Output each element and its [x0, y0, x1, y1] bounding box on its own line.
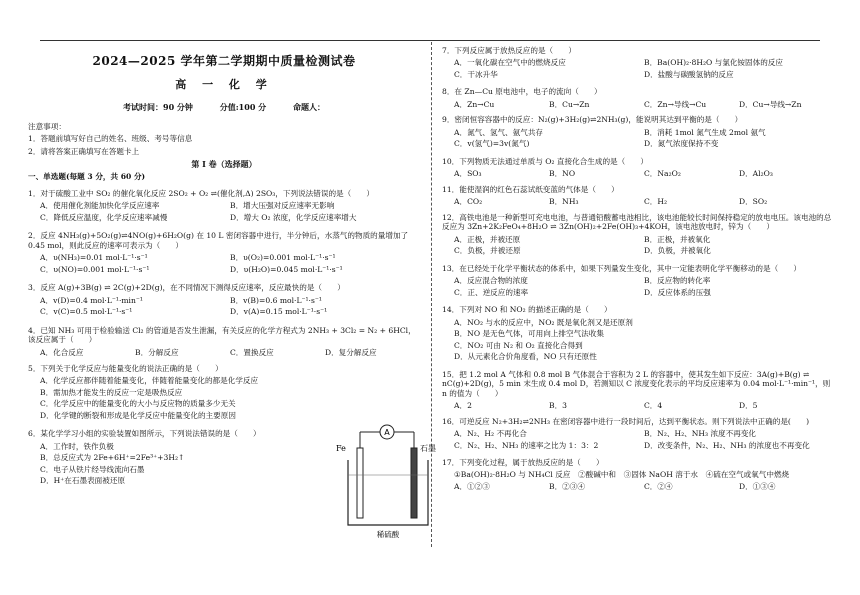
question: [28, 326, 420, 357]
question-stem: 8．在 Zn—Cu 原电池中，电子的流向（ ）: [442, 87, 602, 97]
option: B．NO 是无色气体，可用向上排空气法收集: [454, 329, 604, 339]
question: [28, 283, 420, 318]
graphite-electrode: [411, 448, 417, 518]
question: [28, 364, 420, 422]
option: C．正、逆反应的速率: [454, 287, 529, 297]
question-stem: 13．在已经处于化学平衡状态的体系中，如果下列量发生变化，其中一定能表明化学平衡移动的是（ ）: [442, 263, 801, 273]
option: A．化合反应: [40, 347, 84, 357]
option: A．2: [454, 401, 472, 411]
question-stem: 2．反应 4NH₃(g)+5O₂(g)⇌4NO(g)+6H₂O(g) 在 10 L 密闭容器中进行，半分钟后，水蒸气的物质的量增加了 0.45 mol，则此反应的速率可表示为（ ）: [28, 231, 409, 250]
option: C．4: [644, 401, 663, 411]
question-stem: 7．下列反应属于放热反应的是（ ）: [442, 46, 576, 55]
question: [442, 370, 834, 411]
option: A．一氧化碳在空气中的燃烧反应: [454, 58, 566, 68]
exam-author: 命题人：: [292, 101, 325, 112]
option: A．υ(NH₃)=0.01 mol·L⁻¹·s⁻¹: [40, 253, 148, 263]
question: [442, 458, 834, 491]
question-stem: 4．已知 NH₃ 可用于检验输送 Cl₂ 的管道是否发生泄漏，有关反应的化学方程式为 2NH₃ + 3Cl₂ = N₂ + 6HCl，该反应属于（ ）: [28, 325, 416, 345]
option: B．分解反应: [135, 347, 179, 357]
option: B．3: [549, 401, 568, 411]
option: D．氮气浓度保持不变: [644, 139, 719, 149]
fe-label: Fe: [336, 444, 346, 453]
fe-electrode: [357, 448, 363, 518]
ammeter-label: A: [384, 428, 390, 437]
question: [442, 115, 834, 150]
option-list: [28, 201, 420, 224]
section-heading: 一、单选题(每题 3 分，共 60 分): [28, 172, 146, 182]
galvanic-cell-figure: [330, 420, 440, 540]
exam-meta: [28, 102, 420, 112]
question-stem: 1．对于硫酸工业中 SO₂ 的催化氧化反应 2SO₂ + O₂ ⇌(催化剂,Δ) 2SO₃，下列说法错误的是（ ）: [28, 188, 375, 198]
option: C．v(氢气)=3v(氮气): [454, 139, 530, 149]
option-list: [28, 253, 420, 276]
option-list: [442, 276, 834, 299]
option-list: [442, 169, 834, 178]
option: B．v(B)=0.6 mol·L⁻¹·s⁻¹: [230, 295, 322, 305]
right-column: [442, 40, 834, 491]
option: C．电子从铁片经导线流向石墨: [40, 464, 145, 474]
question: [442, 157, 834, 179]
right-questions: [442, 46, 834, 491]
option: C．Na₂O₂: [644, 169, 681, 179]
option: D．化学键的断裂和形成是化学反应中能量变化的主要原因: [40, 410, 236, 420]
option: B．Ba(OH)₂·8H₂O 与氯化铵固体的反应: [644, 58, 783, 68]
option-list: [28, 376, 420, 422]
option: A．N₂、H₂ 不再化合: [454, 429, 527, 439]
option: A．NO₂ 与水的反应中，NO₂ 既是氧化剂又是还原剂: [454, 317, 633, 327]
option: A．①②③: [454, 481, 490, 491]
option: C．N₂、H₂、NH₃ 的速率之比为 1：3：2: [454, 440, 599, 450]
question: [442, 417, 834, 452]
notes: [28, 122, 420, 156]
question: [442, 305, 834, 363]
option-list: [442, 429, 834, 452]
exam-title: 2024—2025 学年第二学期期中质量检测试卷: [92, 54, 356, 68]
option: D．改变条件，N₂、H₂、NH₃ 的浓度也不再变化: [644, 440, 810, 450]
option: B．需加热才能发生的反应一定是吸热反应: [40, 387, 183, 397]
option: A．CO₂: [454, 197, 483, 207]
question: [442, 213, 834, 258]
option: D．5: [739, 401, 758, 411]
option: D．SO₂: [739, 197, 768, 207]
question: [442, 87, 834, 109]
option: C．干冰升华: [454, 69, 498, 79]
option: D．v(A)=0.15 mol·L⁻¹·s⁻¹: [230, 307, 328, 317]
option: D．H⁺在石墨表面被还原: [40, 476, 126, 486]
option: D．从元素化合价角度看，NO 只有还原性: [454, 352, 597, 362]
question-stem: 5．下列关于化学反应与能量变化的说法正确的是（ ）: [28, 363, 223, 373]
question: [442, 46, 834, 81]
option: D．υ(H₂O)=0.045 mol·L⁻¹·s⁻¹: [230, 264, 343, 274]
option: B．Cu→Zn: [549, 99, 590, 109]
option: C．NO₂ 可由 N₂ 和 O₂ 直接化合得到: [454, 340, 583, 350]
option: C．υ(NO)=0.001 mol·L⁻¹·s⁻¹: [40, 264, 150, 274]
question-stem: 6．某化学学习小组的实验装置如图所示，下列说法错误的是（ ）: [28, 429, 261, 439]
option: C．v(C)=0.5 mol·L⁻¹·s⁻¹: [40, 307, 133, 317]
question-stem: 15．把 1.2 mol A 气体和 0.8 mol B 气体混合于容积为 2 L 的容器中，使其发生如下反应：3A(g)+B(g) ⇌ nC(g)+2D(g)，5 min 末生成 0.4 mol D，若测知以 C 浓度变化表示的平均反应速率为 0.04 mol·L⁻¹·min⁻¹，则 n 的值为（ ）: [442, 369, 831, 398]
question-stem: 16．可逆反应 N₂+3H₂⇌2NH₃ 在密闭容器中进行一段时间后，达到平衡状态。则下列说法中正确的是( ): [442, 416, 810, 426]
question-stem: 11．能使湿润的红色石蕊试纸变蓝的气体是（ ）: [442, 184, 619, 194]
option: C．置换反应: [230, 347, 274, 357]
option: B．总反应式为 2Fe+6H⁺=2Fe³⁺+3H₂↑: [40, 453, 185, 463]
notes-heading: 注意事项：: [28, 121, 66, 131]
option: C．Zn→导线→Cu: [644, 99, 707, 109]
note-item: 2．请将答案正确填写在答题卡上: [28, 146, 140, 156]
exam-score: 分值:100 分: [219, 101, 267, 112]
option: B．增大压强对反应速率无影响: [230, 201, 335, 211]
option-list: [442, 235, 834, 258]
option: D．Al₂O₃: [739, 169, 773, 179]
option: B．②③④: [549, 481, 585, 491]
option: A．反应混合物的浓度: [454, 276, 528, 286]
option-list: [28, 348, 420, 357]
option: A．氮气、氢气、氨气共存: [454, 127, 544, 137]
exam-subject: 高 一 化 学: [175, 78, 273, 91]
option-list: [442, 100, 834, 109]
question-stem: 14．下列对 NO 和 NO₂ 的描述正确的是（ ）: [442, 305, 612, 315]
option-list: [442, 128, 834, 151]
question: [28, 189, 420, 224]
option-list: [442, 318, 834, 364]
option: B．NO: [549, 169, 576, 179]
question-stem: 12．高铁电池是一种新型可充电电池，与普通铅酸蓄电池相比，该电池能较长时间保持稳定的放电电压。该电池的总反应为 3Zn+2K₂FeO₄+8H₂O ⇌ 3Zn(OH)₂+2Fe(OH)₃+4KOH，该电池放电时，锌为（ ）: [442, 212, 832, 232]
option: A．工作时，铁作负极: [40, 441, 114, 451]
option: A．化学反应都伴随着能量变化，伴随着能量变化的都是化学反应: [40, 376, 259, 386]
option: B．υ(O₂)=0.001 mol·L⁻¹·s⁻¹: [230, 253, 336, 263]
exam-time: 考试时间：90 分钟: [123, 101, 193, 112]
option: B．反应物的转化率: [644, 276, 711, 286]
question: [442, 264, 834, 299]
question: [28, 231, 420, 276]
question: [442, 185, 834, 207]
option: C．化学反应中的能量变化的大小与反应物的质量多少无关: [40, 399, 236, 409]
option: C．降低反应温度，化学反应速率减慢: [40, 212, 168, 222]
question-sub: ①Ba(OH)₂·8H₂O 与 NH₄Cl 反应 ②酸碱中和 ③固体 NaOH 溶于水 ④硫在空气或氧气中燃烧: [454, 469, 790, 479]
option: A．SO₃: [454, 169, 482, 179]
question-stem: 3．反应 A(g)+3B(g) ⇌ 2C(g)+2D(g)，在不同情况下测得反应速率，反应最快的是（ ）: [28, 283, 345, 293]
option: D．复分解反应: [325, 347, 377, 357]
option-list: [442, 482, 834, 491]
note-item: 1．答题前填写好自己的姓名、班级、考号等信息: [28, 134, 193, 144]
option-list: [442, 58, 834, 81]
option: B．N₂、H₂、NH₃ 浓度不再变化: [644, 429, 757, 439]
question-stem: 10．下列物质无法通过单质与 O₂ 直接化合生成的是（ ）: [442, 156, 649, 166]
option: B．正极，并被氧化: [644, 234, 711, 244]
option: C．H₂: [644, 197, 668, 207]
option-list: [442, 401, 834, 410]
option: A．使用催化剂能加快化学反应速率: [40, 201, 160, 211]
option: C．②④: [644, 481, 673, 491]
acid-label: 稀硫酸: [376, 530, 400, 539]
part-heading: 第 I 卷（选择题）: [191, 159, 257, 170]
option: C．负极，并被还原: [454, 246, 521, 256]
option: D．①③④: [739, 481, 776, 491]
option: A．正极，并被还原: [454, 234, 521, 244]
question-stem: 9．密闭恒容容器中的反应：N₂(g)+3H₂(g)⇌2NH₃(g)，能说明其达到平衡的是（ ）: [442, 115, 743, 125]
question-stem: 17．下列变化过程，属于放热反应的是（ ）: [442, 458, 604, 468]
option: A．v(D)=0.4 mol·L⁻¹·min⁻¹: [40, 295, 143, 305]
option: D．盐酸与碳酸氢钠的反应: [644, 69, 734, 79]
option: B．NH₃: [549, 197, 579, 207]
option: D．Cu→导线→Zn: [739, 99, 802, 109]
option: D．增大 O₂ 浓度，化学反应速率增大: [230, 212, 357, 222]
graphite-label: 石墨: [420, 444, 436, 453]
option: D．负极，并被氧化: [644, 246, 711, 256]
option-list: [442, 197, 834, 206]
option: A．Zn→Cu: [454, 99, 495, 109]
option-list: [28, 296, 420, 319]
option: B．消耗 1mol 氮气生成 2mol 氨气: [644, 127, 766, 137]
option: D．反应体系的压强: [644, 287, 711, 297]
